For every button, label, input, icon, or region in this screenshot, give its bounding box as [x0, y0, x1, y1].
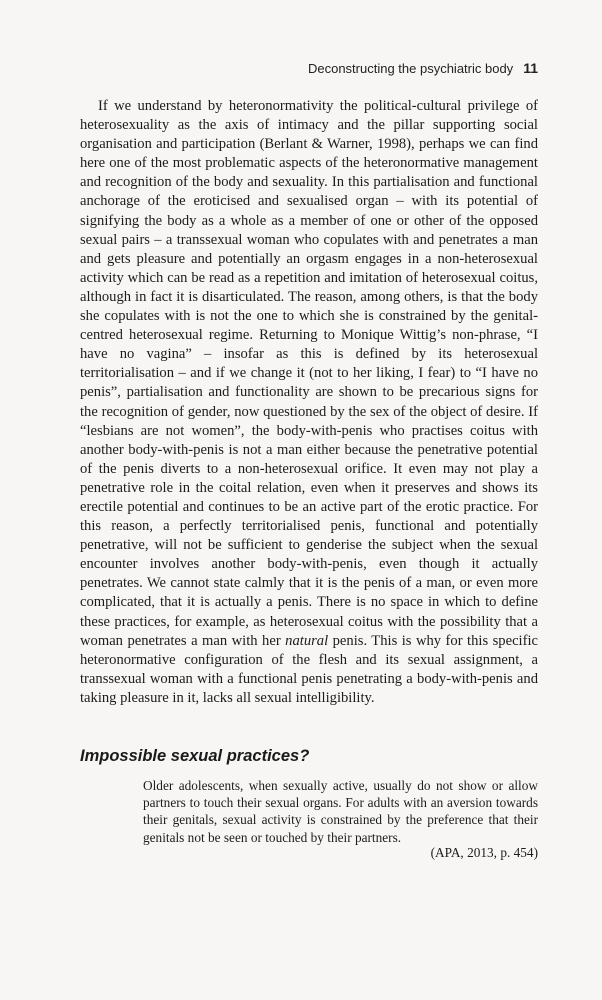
paragraph-text-part1: If we understand by heteronormativity the political-cultural privilege of heterosexuality as the axis of intimacy and the pillar supporting social organisation and participation (Berlant & Warner, 1998), perhaps we can find here one of the most problematic aspects of the heteronormative management and recognition of the body and sexuality. In this partialisation and functional anchorage of the eroticised and sexualised organ – with its potential of signifying the body as a whole as a member of one or other of the opposed sexual pairs – a transsexual woman who copulates with and penetrates a man and gets pleasure and potentially an orgasm engages in a non-heterosexual activity which can be read as a repetition and imitation of heterosexual coitus, although in fact it is disarticulated. The reason, among others, is that the body she copulates with is not the one to which she is constrained by the genital-centred heterosexual regime. Returning to Monique Wittig’s non-phrase, “I have no vagina” – insofar as this is defined by its heterosexual territorialisation – and if we change it (not to her liking, I fear) to “I have no penis”, partialisation and functionality are shown to be precarious signs for the recognition of gender, now questioned by the sex of the object of desire. If “lesbians are not women”, the body-with-penis who practises coitus with another body-with-penis is not a man either because the penetrative potential of the penis diverts to a non-heterosexual orifice. It even may not play a penetrative role in the coital relation, even when it preserves and shows its erectile potential and continues to be an active part of the erotic practice. For this reason, a perfectly territorialised penis, functional and potentially penetrative, will not be sufficient to genderise the subject when the sexual encounter involves another body-with-penis, even though it actually penetrates. We cannot state calmly that it is the penis of a man, or even more complicated, that it is actually a penis. There is no space in which to define these practices, for example, as heterosexual coitus with the possibility that a woman penetrates a man with her [80, 98, 538, 649]
page-number: 11 [523, 60, 538, 76]
section-heading: Impossible sexual practices? [80, 747, 310, 765]
block-quote [143, 777, 538, 846]
paragraph [80, 97, 538, 708]
running-head-title: Deconstructing the psychiatric body [307, 61, 514, 76]
body-text [80, 97, 538, 708]
block-quote-text: Older adolescents, when sexually active, usually do not show or allow partners to touch their sexual organs. For adults with an aversion towards their genitals, sexual activity is constrained by the preference that their genitals not be seen or touched by their partners. [143, 778, 538, 845]
emphasis-natural: natural [285, 632, 329, 649]
quote-citation: (APA, 2013, p. 454) [430, 845, 538, 860]
running-head [308, 60, 538, 76]
paragraph-text-part2: penis. This is why for this specific heteronormative configuration of the flesh and its sexual assignment, a transsexual woman with a functional penis penetrating a body-with-penis and taking pleasure in it, lacks all sexual intelligibility. [80, 632, 538, 706]
